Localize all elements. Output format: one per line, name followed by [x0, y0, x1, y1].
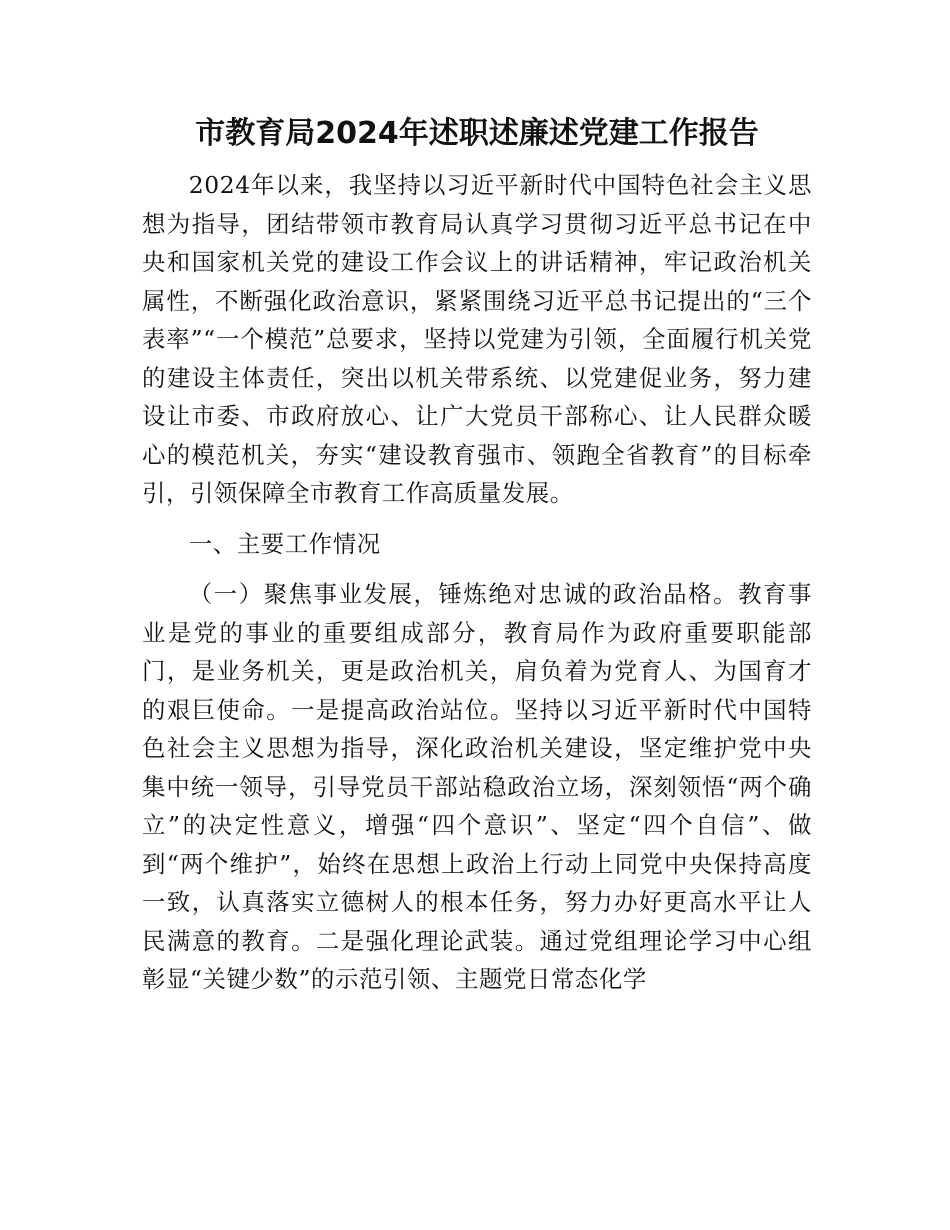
intro-paragraph: 2024年以来，我坚持以习近平新时代中国特色社会主义思想为指导，团结带领市教育局认真学习贯彻习近平总书记在中央和国家机关党的建设工作会议上的讲话精神，牢记政治机关属性，不断强化政治意识，紧紧围绕习近平总书记提出的“三个表率”“一个模范”总要求，坚持以党建为引领，全面履行机关党的建设主体责任，突出以机关带系统、以党建促业务，努力建设让市委、市政府放心、让广大党员干部称心、让人民群众暖心的模范机关，夯实“建设教育强市、领跑全省教育”的目标牵引，引领保障全市教育工作高质量发展。	[142, 171, 812, 507]
section-paragraph: （一）聚焦事业发展，锤炼绝对忠诚的政治品格。教育事业是党的事业的重要组成部分，教育局作为政府重要职能部门，是业务机关，更是政治机关，肩负着为党育人、为国育才的艰巨使命。一是提高政治站位。坚持以习近平新时代中国特色社会主义思想为指导，深化政治机关建设，坚定维护党中央集中统一领导，引导党员干部站稳政治立场，深刻领悟“两个确立”的决定性意义，增强“四个意识”、坚定“四个自信”、做到“两个维护”，始终在思想上政治上行动上同党中央保持高度一致，认真落实立德树人的根本任务，努力办好更高水平让人民满意的教育。二是强化理论武装。通过党组理论学习中心组彰显“关键少数”的示范引领、主题党日常态化学	[142, 580, 812, 993]
document-title: 市教育局2024年述职述廉述党建工作报告	[195, 116, 759, 151]
section-heading: 一、主要工作情况	[188, 529, 381, 558]
document-body	[142, 108, 812, 999]
